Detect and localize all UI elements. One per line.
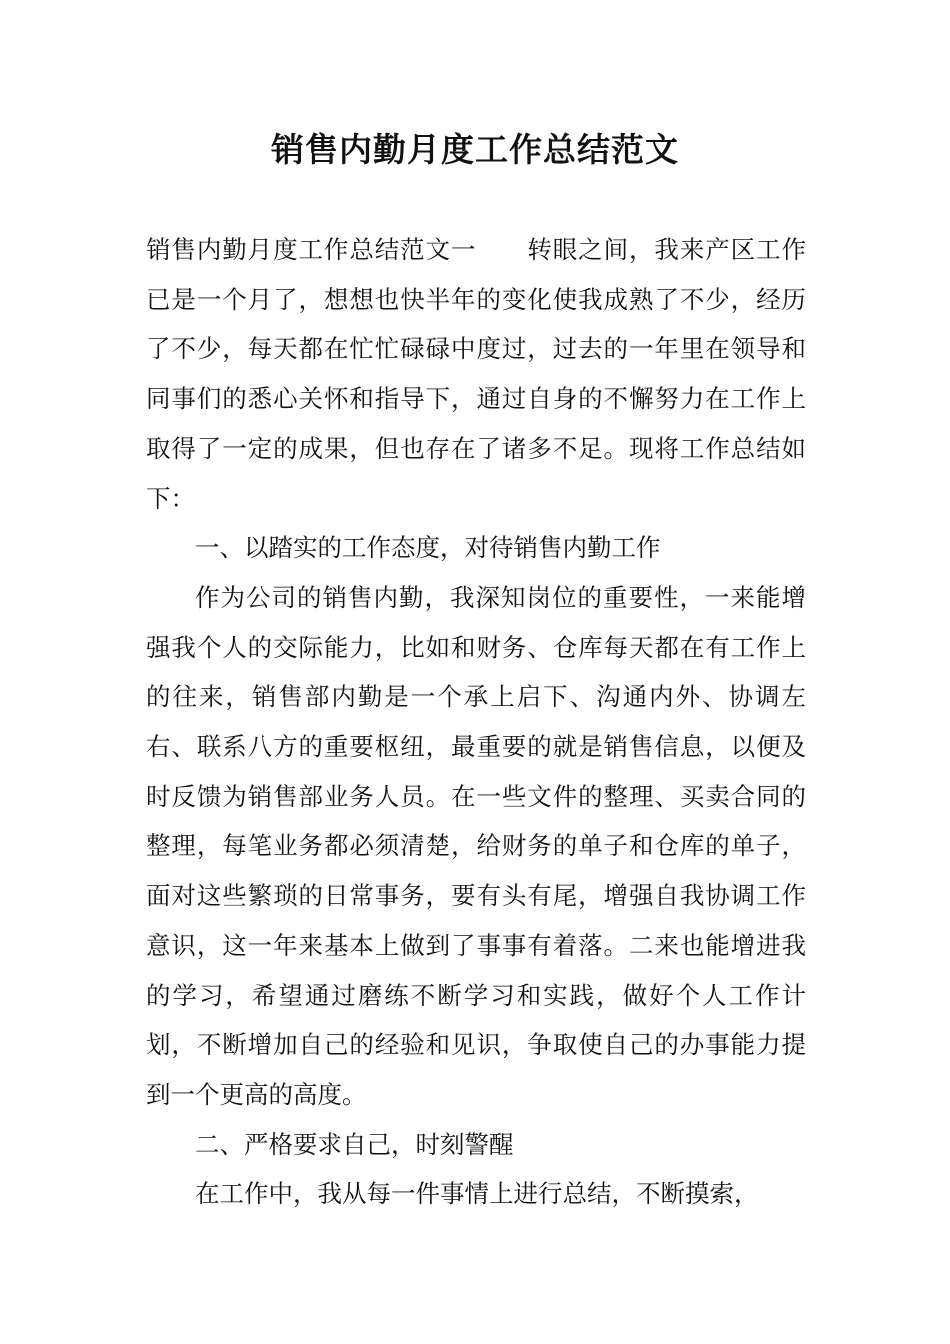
intro-label: 销售内勤月度工作总结范文一	[146, 235, 477, 264]
intro-paragraph	[146, 225, 806, 523]
section-heading-1: 一、以踏实的工作态度，对待销售内勤工作	[195, 533, 661, 563]
section-heading-2: 二、严格要求自己，时刻警醒	[195, 1129, 514, 1159]
section-paragraph-1: 作为公司的销售内勤，我深知岗位的重要性，一来能增强我个人的交际能力，比如和财务、仓库每天都在有工作上的往来，销售部内勤是一个承上启下、沟通内外、协调左右、联系八方的重要枢纽，最重要的就是销售信息，以便及时反馈为销售部业务人员。在一些文件的整理、买卖合同的整理，每笔业务都必须清楚，给财务的单子和仓库的单子，面对这些繁琐的日常事务，要有头有尾，增强自我协调工作意识，这一年来基本上做到了事事有着落。二来也能增进我的学习，希望通过磨练不断学习和实践，做好个人工作计划，不断增加自己的经验和见识，争取使自己的办事能力提到一个更高的高度。	[146, 582, 806, 1109]
document-title: 销售内勤月度工作总结范文	[271, 130, 679, 169]
intro-text: 转眼之间，我来产区工作已是一个月了，想想也快半年的变化使我成熟了不少，经历了不少，每天都在忙忙碌碌中度过，过去的一年里在领导和同事们的悉心关怀和指导下，通过自身的不懈努力在工作上取得了一定的成果，但也存在了诸多不足。现将工作总结如下：	[146, 235, 807, 513]
document-body	[146, 225, 806, 1219]
section-paragraph-2: 在工作中，我从每一件事情上进行总结，不断摸索，	[195, 1179, 759, 1209]
